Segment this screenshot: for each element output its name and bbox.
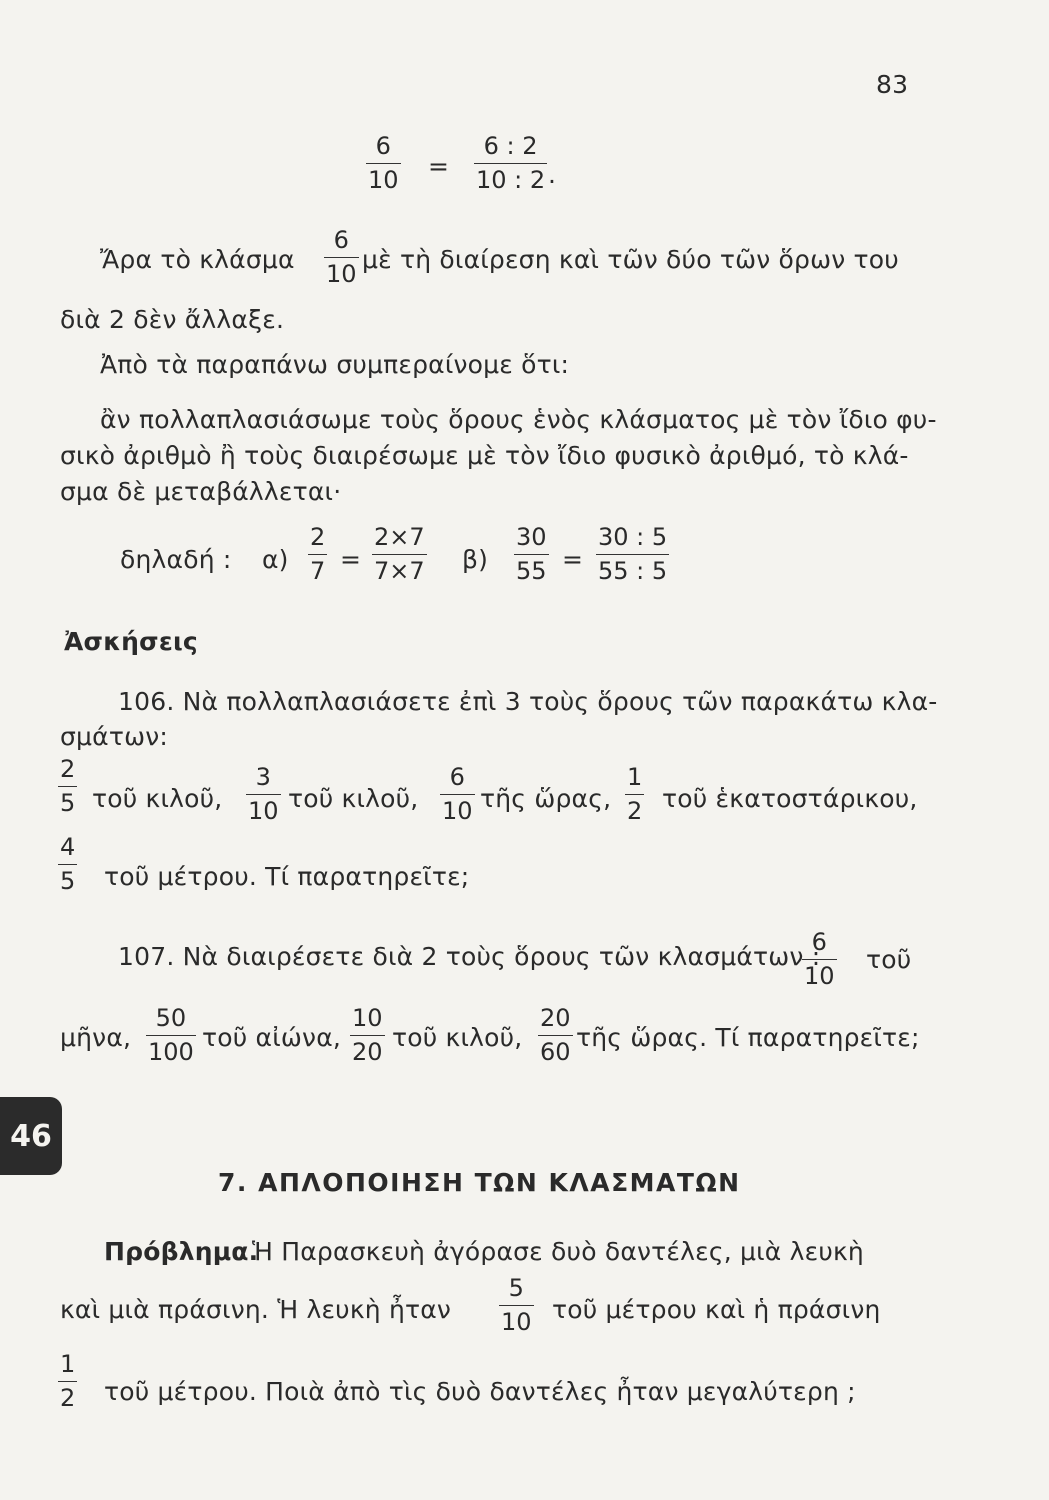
fraction-6-10-inline: $\frac{6}{10}$ xyxy=(326,226,357,288)
ex106-line2: σμάτων: xyxy=(60,722,169,751)
ex106-text-1: τοῦ κιλοῦ, xyxy=(92,784,223,813)
equals-sign-b: = xyxy=(562,545,584,574)
para1-pre: Ἄρα τὸ κλάσμα xyxy=(100,245,295,274)
ex106-text-4: τοῦ ἑκατοστάρικου, xyxy=(662,784,918,813)
fraction-30-55: $\frac{30}{55}$ xyxy=(516,523,547,585)
fraction-6-10: $\frac{6}{10}$ xyxy=(368,132,399,194)
equals-sign: = xyxy=(428,152,450,181)
para1-post: μὲ τὴ διαίρεση καὶ τῶν δύο τῶν ὅρων του xyxy=(362,245,899,274)
ex106-fraction-4: $\frac{1}{2}$ xyxy=(627,763,643,825)
fraction-6div2-10div2: $\frac{6 : 2}{10 : 2}$ xyxy=(476,132,546,194)
ex106-text-3: τῆς ὥρας, xyxy=(480,784,612,813)
problem-fraction-5-10: $\frac{5}{10}$ xyxy=(501,1274,532,1336)
ex106-text-2: τοῦ κιλοῦ, xyxy=(288,784,419,813)
ex107-fraction-10-20: $\frac{10}{20}$ xyxy=(352,1004,383,1066)
problem-line3: τοῦ μέτρου. Ποιὰ ἀπὸ τὶς δυὸ δαντέλες ἦταν μεγαλύτερη ; xyxy=(104,1377,856,1406)
problem-line2-post: τοῦ μέτρου καὶ ἡ πράσινη xyxy=(552,1295,881,1324)
rule-line2: σικὸ ἀριθμὸ ἢ τοὺς διαιρέσωμε μὲ τὸν ἴδιο φυσικὸ ἀριθμό, τὸ κλά- xyxy=(60,441,909,470)
ex106-fraction-2: $\frac{3}{10}$ xyxy=(248,763,279,825)
ex107-lead: μῆνα, xyxy=(60,1023,132,1052)
ex106-fraction-1: $\frac{2}{5}$ xyxy=(60,755,76,817)
problem-fraction-1-2: $\frac{1}{2}$ xyxy=(60,1350,76,1412)
page-number: 83 xyxy=(876,70,909,99)
ex106-line1: 106. Νὰ πολλαπλασιάσετε ἐπὶ 3 τοὺς ὅρους τῶν παρακάτω κλα- xyxy=(118,687,938,716)
ex106-fraction-5: $\frac{4}{5}$ xyxy=(60,833,76,895)
rule-line3: σμα δὲ μεταβάλλεται· xyxy=(60,477,342,506)
ex107-text-2: τοῦ κιλοῦ, xyxy=(392,1023,523,1052)
problem-line2-pre: καὶ μιὰ πράσινη. Ἡ λευκὴ ἦταν xyxy=(60,1295,452,1324)
para1-line2: διὰ 2 δὲν ἄλλαξε. xyxy=(60,305,285,334)
fraction-2x7-7x7: $\frac{2\times 7}{7\times 7}$ xyxy=(374,523,425,585)
ex107-fraction-50-100: $\frac{50}{100}$ xyxy=(148,1004,194,1066)
ex106-text-5: τοῦ μέτρου. Τί παρατηρεῖτε; xyxy=(104,862,470,891)
ex106-fraction-3: $\frac{6}{10}$ xyxy=(442,763,473,825)
fraction-30div5-55div5: $\frac{30 : 5}{55 : 5}$ xyxy=(598,523,668,585)
problem-line1: Ἡ Παρασκευὴ ἀγόρασε δυὸ δαντέλες, μιὰ λευκὴ xyxy=(252,1237,864,1266)
ex107-line1: 107. Νὰ διαιρέσετε διὰ 2 τοὺς ὅρους τῶν κλασμάτων : xyxy=(118,942,821,971)
period: . xyxy=(548,160,557,189)
ex107-fraction-20-60: $\frac{20}{60}$ xyxy=(540,1004,571,1066)
problem-label: Πρόβλημα. xyxy=(104,1237,259,1266)
para2: Ἀπὸ τὰ παραπάνω συμπεραίνομε ὅτι: xyxy=(100,350,570,379)
example-label: δηλαδή : xyxy=(120,545,232,574)
ex107-text-1: τοῦ αἰώνα, xyxy=(202,1023,342,1052)
ex107-text-3: τῆς ὥρας. Τί παρατηρεῖτε; xyxy=(576,1023,920,1052)
ex107-first-text: τοῦ xyxy=(866,945,912,974)
rule-line1: ἂν πολλαπλασιάσωμε τοὺς ὅρους ἑνὸς κλάσματος μὲ τὸν ἴδιο φυ- xyxy=(100,405,937,434)
example-b-label: β) xyxy=(462,545,489,574)
fraction-2-7: $\frac{2}{7}$ xyxy=(310,523,326,585)
equals-sign-a: = xyxy=(340,545,362,574)
section-badge: 46 xyxy=(0,1097,62,1175)
exercises-heading: Ἀσκήσεις xyxy=(64,627,198,656)
example-a-label: α) xyxy=(262,545,289,574)
ex107-fraction-6-10: $\frac{6}{10}$ xyxy=(804,928,835,990)
section-heading: 7. ΑΠΛΟΠΟΙΗΣΗ ΤΩΝ ΚΛΑΣΜΑΤΩΝ xyxy=(218,1168,741,1197)
